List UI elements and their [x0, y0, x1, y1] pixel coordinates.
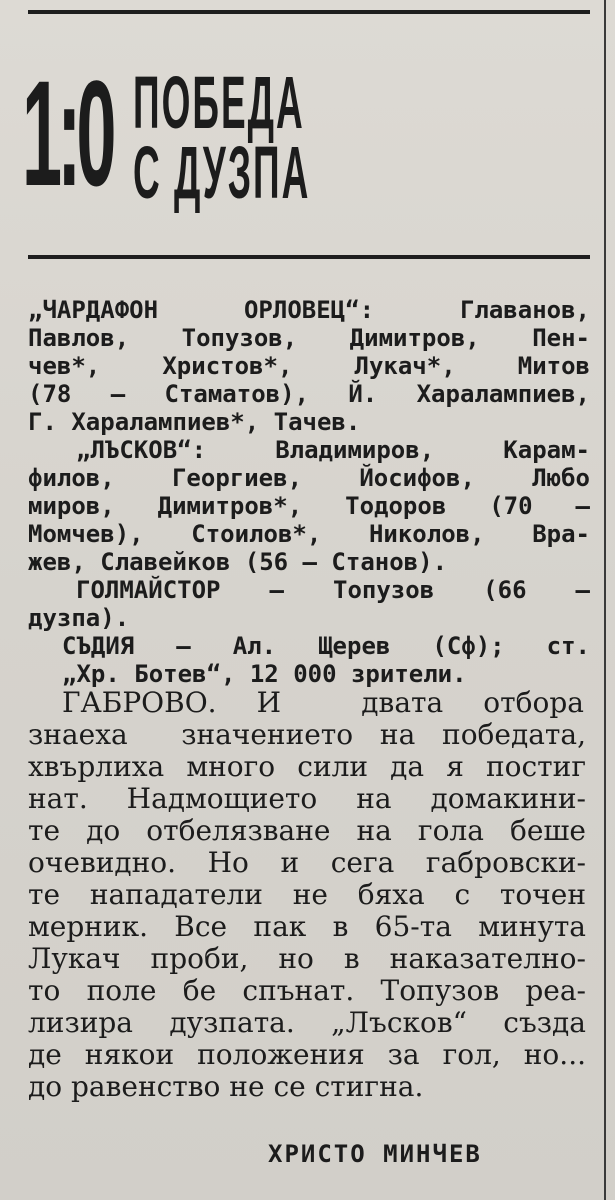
lineup-line: „ЛЪСКОВ“: Владимиров, Карам-	[76, 436, 590, 464]
lineup-line: Момчев), Стоилов*, Николов, Вра-	[28, 520, 590, 548]
lineup-line: жев, Славейков (56 — Станов).	[28, 548, 448, 576]
lineup-line: чев*, Христов*, Лукач*, Митов	[28, 352, 590, 380]
header-rule	[28, 255, 590, 259]
lineup-line: филов, Георгиев, Йосифов, Любо	[28, 464, 590, 492]
lineup-line: Г. Харалампиев*, Тачев.	[28, 408, 361, 436]
body-line: знаеха значението на победата,	[28, 718, 586, 751]
lineup-line: Павлов, Топузов, Димитров, Пен-	[28, 324, 590, 352]
body-line: де някои положения за гол, но...	[28, 1038, 586, 1071]
venue-line: „Хр. Ботев“, 12 000 зрители.	[62, 660, 467, 688]
top-rule	[28, 10, 590, 14]
lineup-line: (78 — Стаматов), Й. Харалампиев,	[28, 380, 590, 408]
body-line: нат. Надмощието на домакини-	[28, 782, 586, 815]
headline-line-2: С ДУЗПА	[133, 131, 311, 214]
body-line: мерник. Все пак в 65-та минута	[28, 910, 586, 943]
body-line: те до отбелязване на гола беше	[28, 814, 586, 847]
body-line: те нападатели не бяха с точен	[28, 878, 586, 911]
body-line: Лукач проби, но в наказателно-	[28, 942, 586, 975]
body-line: ГАБРОВО. И двата отбора	[62, 686, 584, 719]
lineup-line: миров, Димитров*, Тодоров (70 —	[28, 492, 590, 520]
scorer-line: дузпа).	[28, 604, 130, 632]
scorer-line: ГОЛМАЙСТОР — Топузов (66 —	[76, 576, 590, 604]
author-byline: ХРИСТО МИНЧЕВ	[268, 1140, 482, 1168]
column-edge	[604, 0, 606, 1200]
body-line: лизира дузпата. „Лъсков“ създа	[28, 1006, 586, 1039]
referee-line: СЪДИЯ — Ал. Щерев (Сф); ст.	[62, 632, 590, 660]
lineup-line: „ЧАРДАФОН ОРЛОВЕЦ“: Главанов,	[28, 296, 590, 324]
body-line: то поле бе спънат. Топузов реа-	[28, 974, 586, 1007]
body-line: очевидно. Но и сега габровски-	[28, 846, 586, 879]
score: 1:0	[22, 49, 112, 217]
body-line: до равенство не се стигна.	[28, 1070, 424, 1103]
headline-line-1: ПОБЕДА	[133, 61, 305, 144]
body-line: хвърлиха много сили да я постиг	[28, 750, 586, 783]
